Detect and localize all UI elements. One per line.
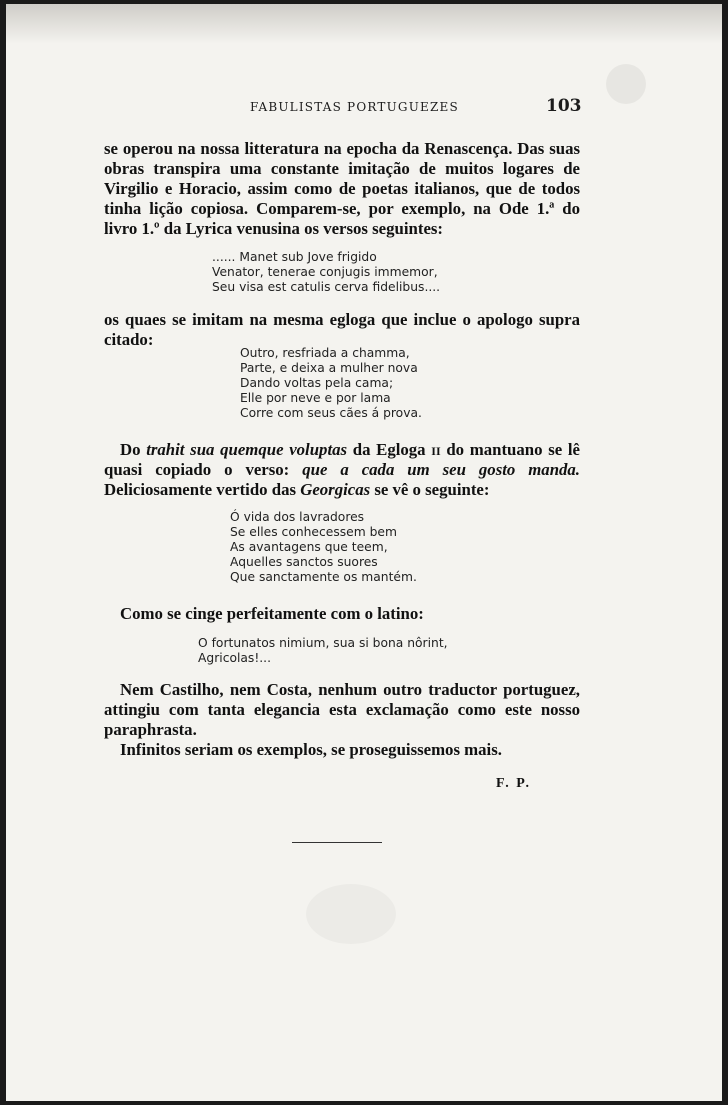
paragraph-5 bbox=[104, 680, 580, 760]
text-run: do mantuano se lê quasi copiado o verso: bbox=[104, 440, 580, 479]
running-title: FABULISTAS PORTUGUEZES bbox=[250, 100, 459, 114]
verse-line: O fortunatos nimium, sua si bona nôrint, bbox=[198, 636, 448, 650]
page-number: 103 bbox=[546, 96, 582, 116]
verse-horace bbox=[212, 250, 440, 295]
paragraph-text: Nem Castilho, nem Costa, nenhum outro traductor portuguez, attingiu com tanta elegancia esta exclamação como este nosso paraphrasta. bbox=[104, 680, 580, 739]
verse-line: Corre com seus cães á prova. bbox=[240, 406, 422, 420]
verse-line: ...... Manet sub Jove frigido bbox=[212, 250, 377, 264]
verse-line: Dando voltas pela cama; bbox=[240, 376, 394, 390]
verse-egloga bbox=[240, 346, 422, 421]
paragraph-3 bbox=[104, 440, 580, 500]
verse-line: Que sanctamente os mantém. bbox=[230, 570, 417, 584]
verse-latin bbox=[198, 636, 448, 666]
author-signature: F. P. bbox=[496, 776, 532, 791]
paragraph-4 bbox=[104, 604, 580, 624]
verse-line: Outro, resfriada a chamma, bbox=[240, 346, 410, 360]
verse-line: As avantagens que teem, bbox=[230, 540, 388, 554]
verse-line: Venator, tenerae conjugis immemor, bbox=[212, 265, 438, 279]
paper-stain bbox=[306, 884, 396, 944]
verse-line: Aquelles sanctos suores bbox=[230, 555, 378, 569]
page-header bbox=[6, 96, 722, 122]
verse-line: Agricolas!... bbox=[198, 651, 271, 665]
verse-georgicas bbox=[230, 510, 417, 585]
verse-line: Se elles conhecessem bem bbox=[230, 525, 397, 539]
paragraph-text: Infinitos seriam os exemplos, se proseguissemos mais. bbox=[120, 740, 502, 759]
text-run: se vê o seguinte: bbox=[370, 480, 490, 499]
text-run: Deliciosamente vertido das bbox=[104, 480, 301, 499]
verse-line: Parte, e deixa a mulher nova bbox=[240, 361, 418, 375]
verse-line: Elle por neve e por lama bbox=[240, 391, 391, 405]
work-title: Georgicas bbox=[300, 480, 371, 499]
paragraph-text: Como se cinge perfeitamente com o latino: bbox=[120, 604, 424, 623]
paragraph-1 bbox=[104, 139, 580, 239]
latin-quote: trahit sua quemque voluptas bbox=[146, 440, 348, 459]
verse-quote: que a cada um seu gosto manda. bbox=[302, 460, 580, 479]
section-rule bbox=[292, 842, 382, 843]
paragraph-text: os quaes se imitam na mesma egloga que inclue o apologo supra citado: bbox=[104, 310, 580, 349]
paragraph-text bbox=[104, 440, 580, 500]
roman-numeral: ii bbox=[431, 440, 441, 459]
text-run: Do bbox=[120, 440, 147, 459]
text-run: da Egloga bbox=[347, 440, 432, 459]
verse-line: Ó vida dos lavradores bbox=[230, 510, 365, 524]
book-page bbox=[6, 4, 722, 1101]
paragraph-text: se operou na nossa litteratura na epocha da Renascença. Das suas obras transpira uma constante imitação de muitos logares de Virgilio e Horacio, assim como de poetas italianos, que de todos tinha lição copiosa. Comparem-se, por exemplo, na Ode 1.ª do livro 1.º da Lyrica venusina os versos seguintes: bbox=[104, 139, 580, 238]
verse-line: Seu visa est catulis cerva fidelibus.... bbox=[212, 280, 441, 294]
paragraph-2 bbox=[104, 310, 580, 350]
